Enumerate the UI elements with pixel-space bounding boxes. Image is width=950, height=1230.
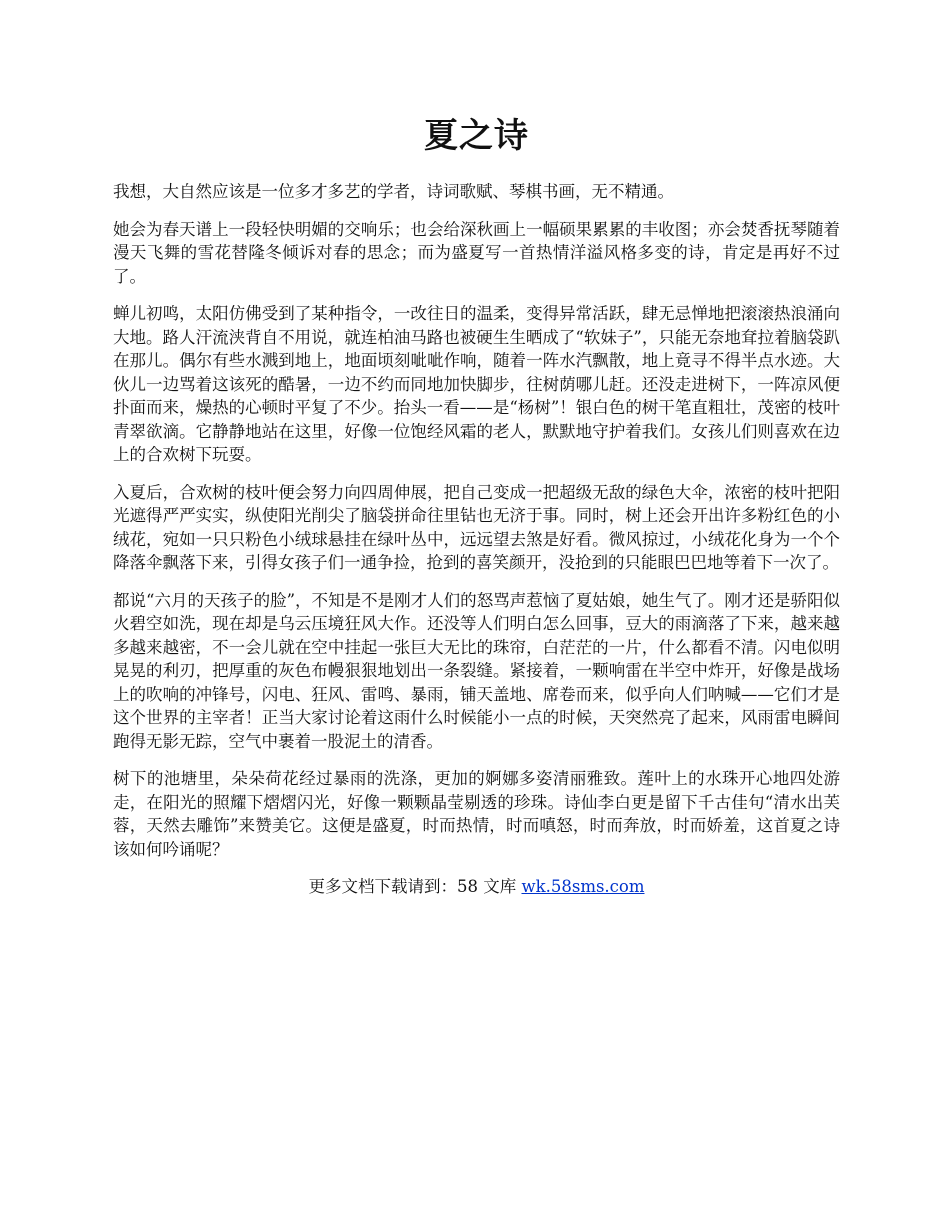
download-footer — [113, 875, 840, 899]
document-title: 夏之诗 — [424, 116, 529, 156]
paragraph-5: 都说“六月的天孩子的脸”，不知是不是刚才人们的怒骂声惹恼了夏姑娘，她生气了。刚才还是骄阳似火碧空如洗，现在却是乌云压境狂风大作。还没等人们明白怎么回事，豆大的雨滴落了下来，越来越多越来越密，不一会儿就在空中挂起一张巨大无比的珠帘，白茫茫的一片，什么都看不清。闪电似明晃晃的利刃，把厚重的灰色布幔狠狠地划出一条裂缝。紧接着，一颗响雷在半空中炸开，好像是战场上的吹响的冲锋号，闪电、狂风、雷鸣、暴雨，铺天盖地、席卷而来，似乎向人们呐喊——它们才是这个世界的主宰者！正当大家讨论着这雨什么时候能小一点的时候，天突然亮了起来，风雨雷电瞬间跑得无影无踪，空气中裹着一股泥土的清香。 — [113, 590, 840, 751]
paragraph-3: 蝉儿初鸣，太阳仿佛受到了某种指令，一改往日的温柔，变得异常活跃，肆无忌惮地把滚滚热浪涌向大地。路人汗流浃背自不用说，就连柏油马路也被硬生生晒成了“软妹子”，只能无奈地耷拉着脑袋趴在那儿。偶尔有些水溅到地上，地面顷刻呲呲作响，随着一阵水汽飘散，地上竟寻不得半点水迹。大伙儿一边骂着这该死的酷暑，一边不约而同地加快脚步，往树荫哪儿赶。还没走进树下，一阵凉风便扑面而来，燥热的心顿时平复了不少。抬头一看——是“杨树”！银白色的树干笔直粗壮，茂密的枝叶青翠欲滴。它静静地站在这里，好像一位饱经风霜的老人，默默地守护着我们。女孩儿们则喜欢在边上的合欢树下玩耍。 — [113, 304, 840, 464]
paragraph-2: 她会为春天谱上一段轻快明媚的交响乐；也会给深秋画上一幅硕果累累的丰收图；亦会焚香抚琴随着漫天飞舞的雪花替隆冬倾诉对春的思念；而为盛夏写一首热情洋溢风格多变的诗，肯定是再好不过了。 — [113, 219, 840, 286]
paragraph-6: 树下的池塘里，朵朵荷花经过暴雨的洗涤，更加的婀娜多姿清丽雅致。莲叶上的水珠开心地四处游走，在阳光的照耀下熠熠闪光，好像一颗颗晶莹剔透的珍珠。诗仙李白更是留下千古佳句“清水出芙蓉，天然去雕饰”来赞美它。这便是盛夏，时而热情，时而嗔怒，时而奔放，时而娇羞，这首夏之诗该如何吟诵呢？ — [113, 769, 840, 859]
paragraph-4: 入夏后，合欢树的枝叶便会努力向四周伸展，把自己变成一把超级无敌的绿色大伞，浓密的枝叶把阳光遮得严严实实，纵使阳光削尖了脑袋拼命往里钻也无济于事。同时，树上还会开出许多粉红色的小绒花，宛如一只只粉色小绒球悬挂在绿叶丛中，远远望去煞是好看。微风掠过，小绒花化身为一个个降落伞飘落下来，引得女孩子们一通争捡，抢到的喜笑颜开，没抢到的只能眼巴巴地等着下一次了。 — [113, 482, 840, 572]
footer-link[interactable]: wk.58sms.com — [521, 877, 645, 896]
footer-text: 更多文档下载请到：58 文库 — [308, 877, 522, 896]
paragraph-1: 我想，大自然应该是一位多才多艺的学者，诗词歌赋、琴棋书画，无不精通。 — [113, 182, 674, 201]
